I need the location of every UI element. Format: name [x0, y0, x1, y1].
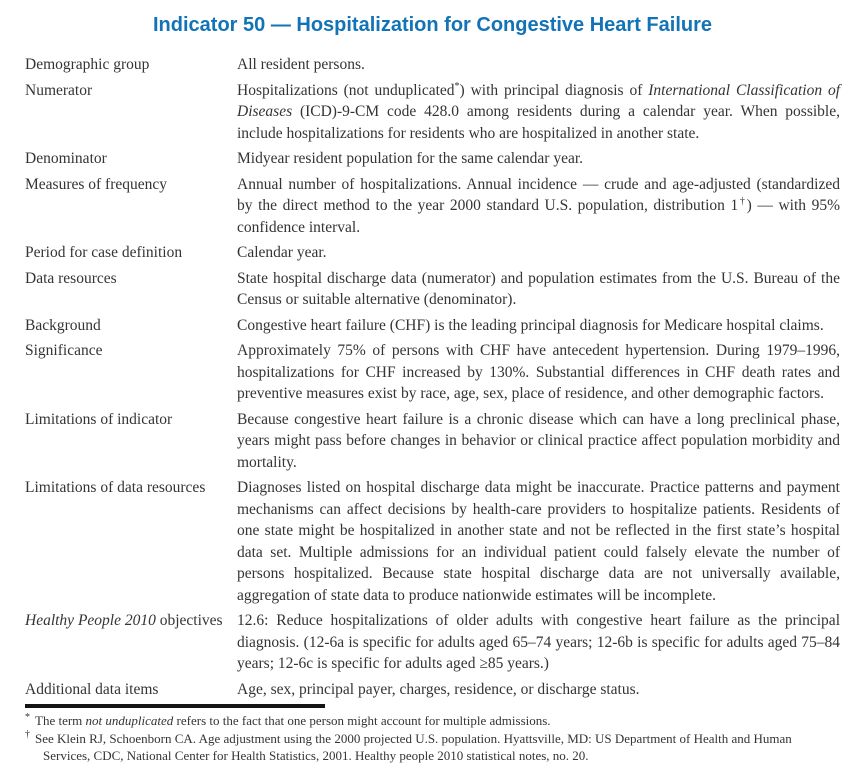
text-segment: Age, sex, principal payer, charges, residence, or discharge status.: [237, 680, 640, 698]
text-segment: Period for case definition: [25, 244, 183, 261]
row-label: [25, 148, 237, 170]
text-segment: Limitations of data resources: [25, 479, 206, 496]
table-row: [25, 610, 840, 675]
row-label: [25, 340, 237, 405]
text-segment: Measures of frequency: [25, 175, 168, 193]
row-value: [237, 315, 840, 337]
row-value: [237, 242, 840, 264]
table-row: [25, 242, 840, 264]
row-label: [25, 80, 237, 145]
row-label: [25, 242, 237, 264]
text-segment: Congestive heart failure (CHF) is the leading principal diagnosis for Medicare hospital claims.: [237, 316, 824, 334]
text-segment: Data resources: [25, 269, 117, 287]
text-segment: Significance: [25, 342, 103, 359]
text-segment: International Classification of Diseases: [237, 81, 841, 120]
text-segment: Calendar year.: [237, 244, 327, 261]
text-segment: refers to the fact that one person might account for multiple admissions.: [173, 713, 551, 728]
table-row: [25, 340, 840, 405]
footnote-marker: †: [25, 729, 30, 741]
row-value: [237, 679, 840, 701]
text-segment: Annual number of hospitalizations. Annual incidence — crude and age-adjusted (standardized by the direct method to the year 2000 standard U.S. population, distribution 1: [237, 175, 840, 214]
text-segment: ) — with 95% confidence interval.: [237, 197, 840, 236]
footnote-divider: [25, 704, 325, 708]
row-value: [237, 54, 840, 76]
footnote: [25, 712, 840, 730]
text-segment: All resident persons.: [237, 56, 365, 73]
superscript-marker: *: [454, 80, 460, 92]
text-segment: The term: [35, 713, 86, 728]
table-row: [25, 80, 840, 145]
footnotes-section: [25, 712, 840, 765]
text-segment: Approximately 75% of persons with CHF have antecedent hypertension. During 1979–1996, hospitalizations for CHF increased by 130%. Substantial differences in CHF death rates and preventive measures exist by race, age, sex, place of residence, and other demographic factors.: [237, 342, 840, 402]
table-row: [25, 477, 840, 606]
row-label: [25, 315, 237, 337]
footnote-marker: *: [25, 711, 30, 723]
row-value: [237, 148, 840, 170]
text-segment: Demographic group: [25, 56, 150, 73]
row-value: [237, 477, 840, 606]
row-value: [237, 80, 840, 145]
row-label: [25, 268, 237, 311]
text-segment: 12.6: Reduce hospitalizations of older adults with congestive heart failure as the principal diagnosis. (12-6a is specific for adults aged 65–74 years; 12-6b is specific for adults aged 75–84 years; 12-6c is specific for adults aged ≥85 years.): [237, 612, 840, 672]
row-value: [237, 340, 840, 405]
text-segment: See Klein RJ, Schoenborn CA. Age adjustment using the 2000 projected U.S. population. Hyattsville, MD: US Department of Health and Human Services, CDC, National Center for Health Statistics, 2001. Healthy people 2010 statistical notes, no. 20.: [35, 730, 792, 763]
footnote: [25, 730, 840, 765]
table-row: [25, 268, 840, 311]
row-label: [25, 477, 237, 606]
table-row: [25, 409, 840, 474]
text-segment: Denominator: [25, 150, 107, 167]
text-segment: Numerator: [25, 81, 93, 99]
text-segment: Additional data items: [25, 680, 159, 698]
text-segment: Midyear resident population for the same calendar year.: [237, 150, 584, 167]
text-segment: Hospitalizations (not unduplicated: [237, 81, 455, 99]
row-label: [25, 174, 237, 239]
text-segment: Background: [25, 316, 101, 334]
text-segment: Limitations of indicator: [25, 410, 173, 428]
text-segment: Because congestive heart failure is a chronic disease which can have a long preclinical phase, years might pass before changes in behavior or clinical practice affect population morbidity and mortality.: [237, 410, 840, 471]
text-segment: State hospital discharge data (numerator) and population estimates from the U.S. Bureau of the Census or suitable alternative (denominator).: [237, 269, 840, 308]
text-segment: objectives: [155, 612, 223, 629]
text-segment: ) with principal diagnosis of: [459, 81, 649, 99]
table-row: [25, 148, 840, 170]
row-value: [237, 174, 840, 239]
page-title: Indicator 50 — Hospitalization for Congestive Heart Failure: [153, 14, 712, 36]
row-value: [237, 268, 840, 311]
superscript-marker: †: [738, 195, 747, 207]
row-label: [25, 610, 237, 675]
row-value: [237, 610, 840, 675]
row-value: [237, 409, 840, 474]
table-row: [25, 54, 840, 76]
table-row: [25, 315, 840, 337]
table-row: [25, 174, 840, 239]
indicator-table: [25, 54, 840, 700]
text-segment: Healthy People 2010: [25, 612, 156, 629]
row-label: [25, 54, 237, 76]
row-label: [25, 679, 237, 701]
text-segment: Diagnoses listed on hospital discharge data might be inaccurate. Practice patterns and payment mechanisms can affect decisions by health-care providers to hospitalize patients. Residents of one state might be hospitalized in another state and not be reflected in the first state’s hospital data set. Multiple admissions for an individual patient could falsely elevate the number of persons hospitalized. Because state hospital discharge data are not universally available, aggregation of state data to produce nationwide estimates will be incomplete.: [237, 479, 840, 604]
text-segment: (ICD)-9-CM code 428.0 among residents during a calendar year. When possible, include hospitalizations for residents who are hospitalized in another state.: [237, 103, 840, 142]
row-label: [25, 409, 237, 474]
text-segment: not unduplicated: [85, 713, 174, 728]
table-row: [25, 679, 840, 701]
